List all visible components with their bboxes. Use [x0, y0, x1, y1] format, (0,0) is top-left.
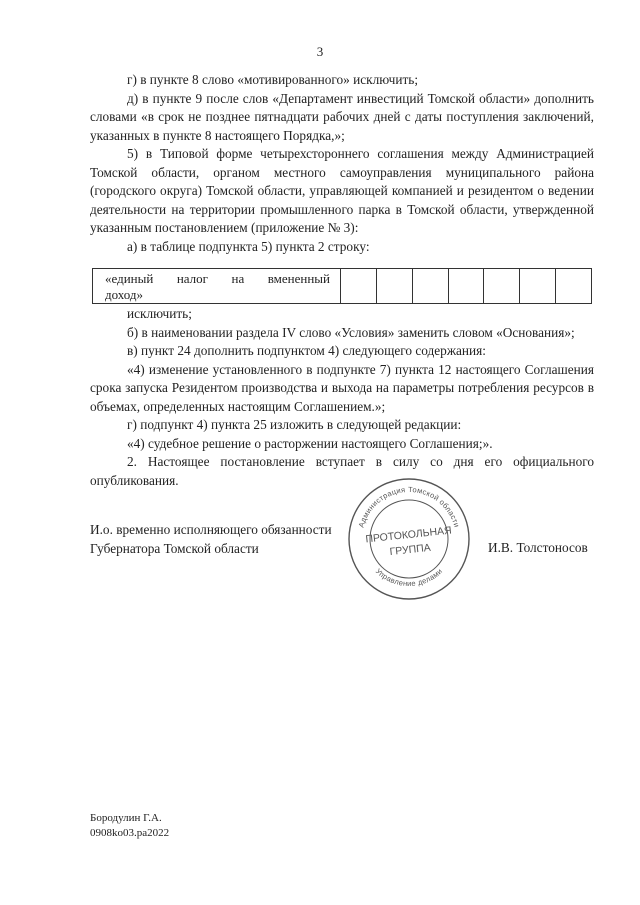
table-cell [412, 269, 448, 304]
signatory-name: И.В. Толстоносов [488, 540, 588, 555]
table-cell-line: «единый налог на вмененный [105, 271, 330, 286]
page-number: 3 [316, 44, 324, 59]
executor-footer [90, 811, 169, 841]
paragraph-quote-4-court: «4) судебное решение о расторжении настоящего Соглашения;». [127, 435, 493, 451]
paragraph-quote-4-change: «4) изменение установленного в подпункте 7) пункта 12 настоящего Соглашения срока запуска Резидентом производства и выхода на параметры потребления ресурсов в объемах, определенных настоящим Соглашением.»; [90, 361, 594, 414]
paragraph-item-g2: г) подпункт 4) пункта 25 изложить в следующей редакции: [127, 417, 462, 432]
table-cell-line: доход» [105, 287, 144, 302]
stamp-center-line: ПРОТОКОЛЬНАЯ [364, 524, 453, 546]
stamp-center-line: ГРУППА [389, 541, 432, 559]
signatory-position-line: Губернатора Томской области [90, 540, 259, 556]
excluded-row-table [92, 268, 592, 304]
paragraph-item-d: д) в пункте 9 после слов «Департамент инвестиций Томской области» дополнить словами «в срок не позднее пятнадцати рабочих дней с даты поступления заключений, указанных в пункте 8 настоящего Порядка,»; [90, 90, 594, 143]
stamp-ring-top-text: Администрация Томской области [356, 484, 462, 529]
paragraph-effective-date: 2. Настоящее постановление вступает в силу со дня его официального опубликования. [90, 454, 594, 488]
paragraph-item-b: б) в наименовании раздела IV слово «Условия» заменить словом «Основания»; [127, 324, 575, 340]
stamp-ring-bottom-text: Управление делами [373, 566, 445, 589]
paragraph-item-5: 5) в Типовой форме четырехстороннего соглашения между Администрацией Томской области, органом местного самоуправления муниципального района (городского округа) Томской области, управляющей компанией и резидентом о ведении деятельности на территории промышленного парка в Томской области, утвержденной указанным постановлением (приложение № 3): [90, 146, 594, 235]
signatory-position [90, 521, 332, 558]
table-cell [448, 269, 484, 304]
table-cell [484, 269, 520, 304]
table-cell [376, 269, 412, 304]
document-code: 0908ko03.pa2022 [90, 827, 170, 839]
paragraph-item-v: в) пункт 24 дополнить подпунктом 4) следующего содержания: [127, 343, 486, 358]
table-cell [520, 269, 556, 304]
paragraph-exclude: исключить; [127, 306, 192, 321]
table-cell [341, 269, 377, 304]
signatory-position-line: И.о. временно исполняющего обязанности [90, 522, 332, 537]
paragraph-item-g: г) в пункте 8 слово «мотивированного» исключить; [127, 72, 419, 87]
document-body [90, 71, 594, 490]
paragraph-item-a: а) в таблице подпункта 5) пункта 2 строку: [127, 238, 370, 254]
table-cell-tax-label [93, 269, 341, 304]
executor-name: Бородулин Г.А. [90, 812, 162, 824]
table-cell [556, 269, 592, 304]
official-stamp [346, 476, 472, 602]
table-row [93, 269, 592, 304]
